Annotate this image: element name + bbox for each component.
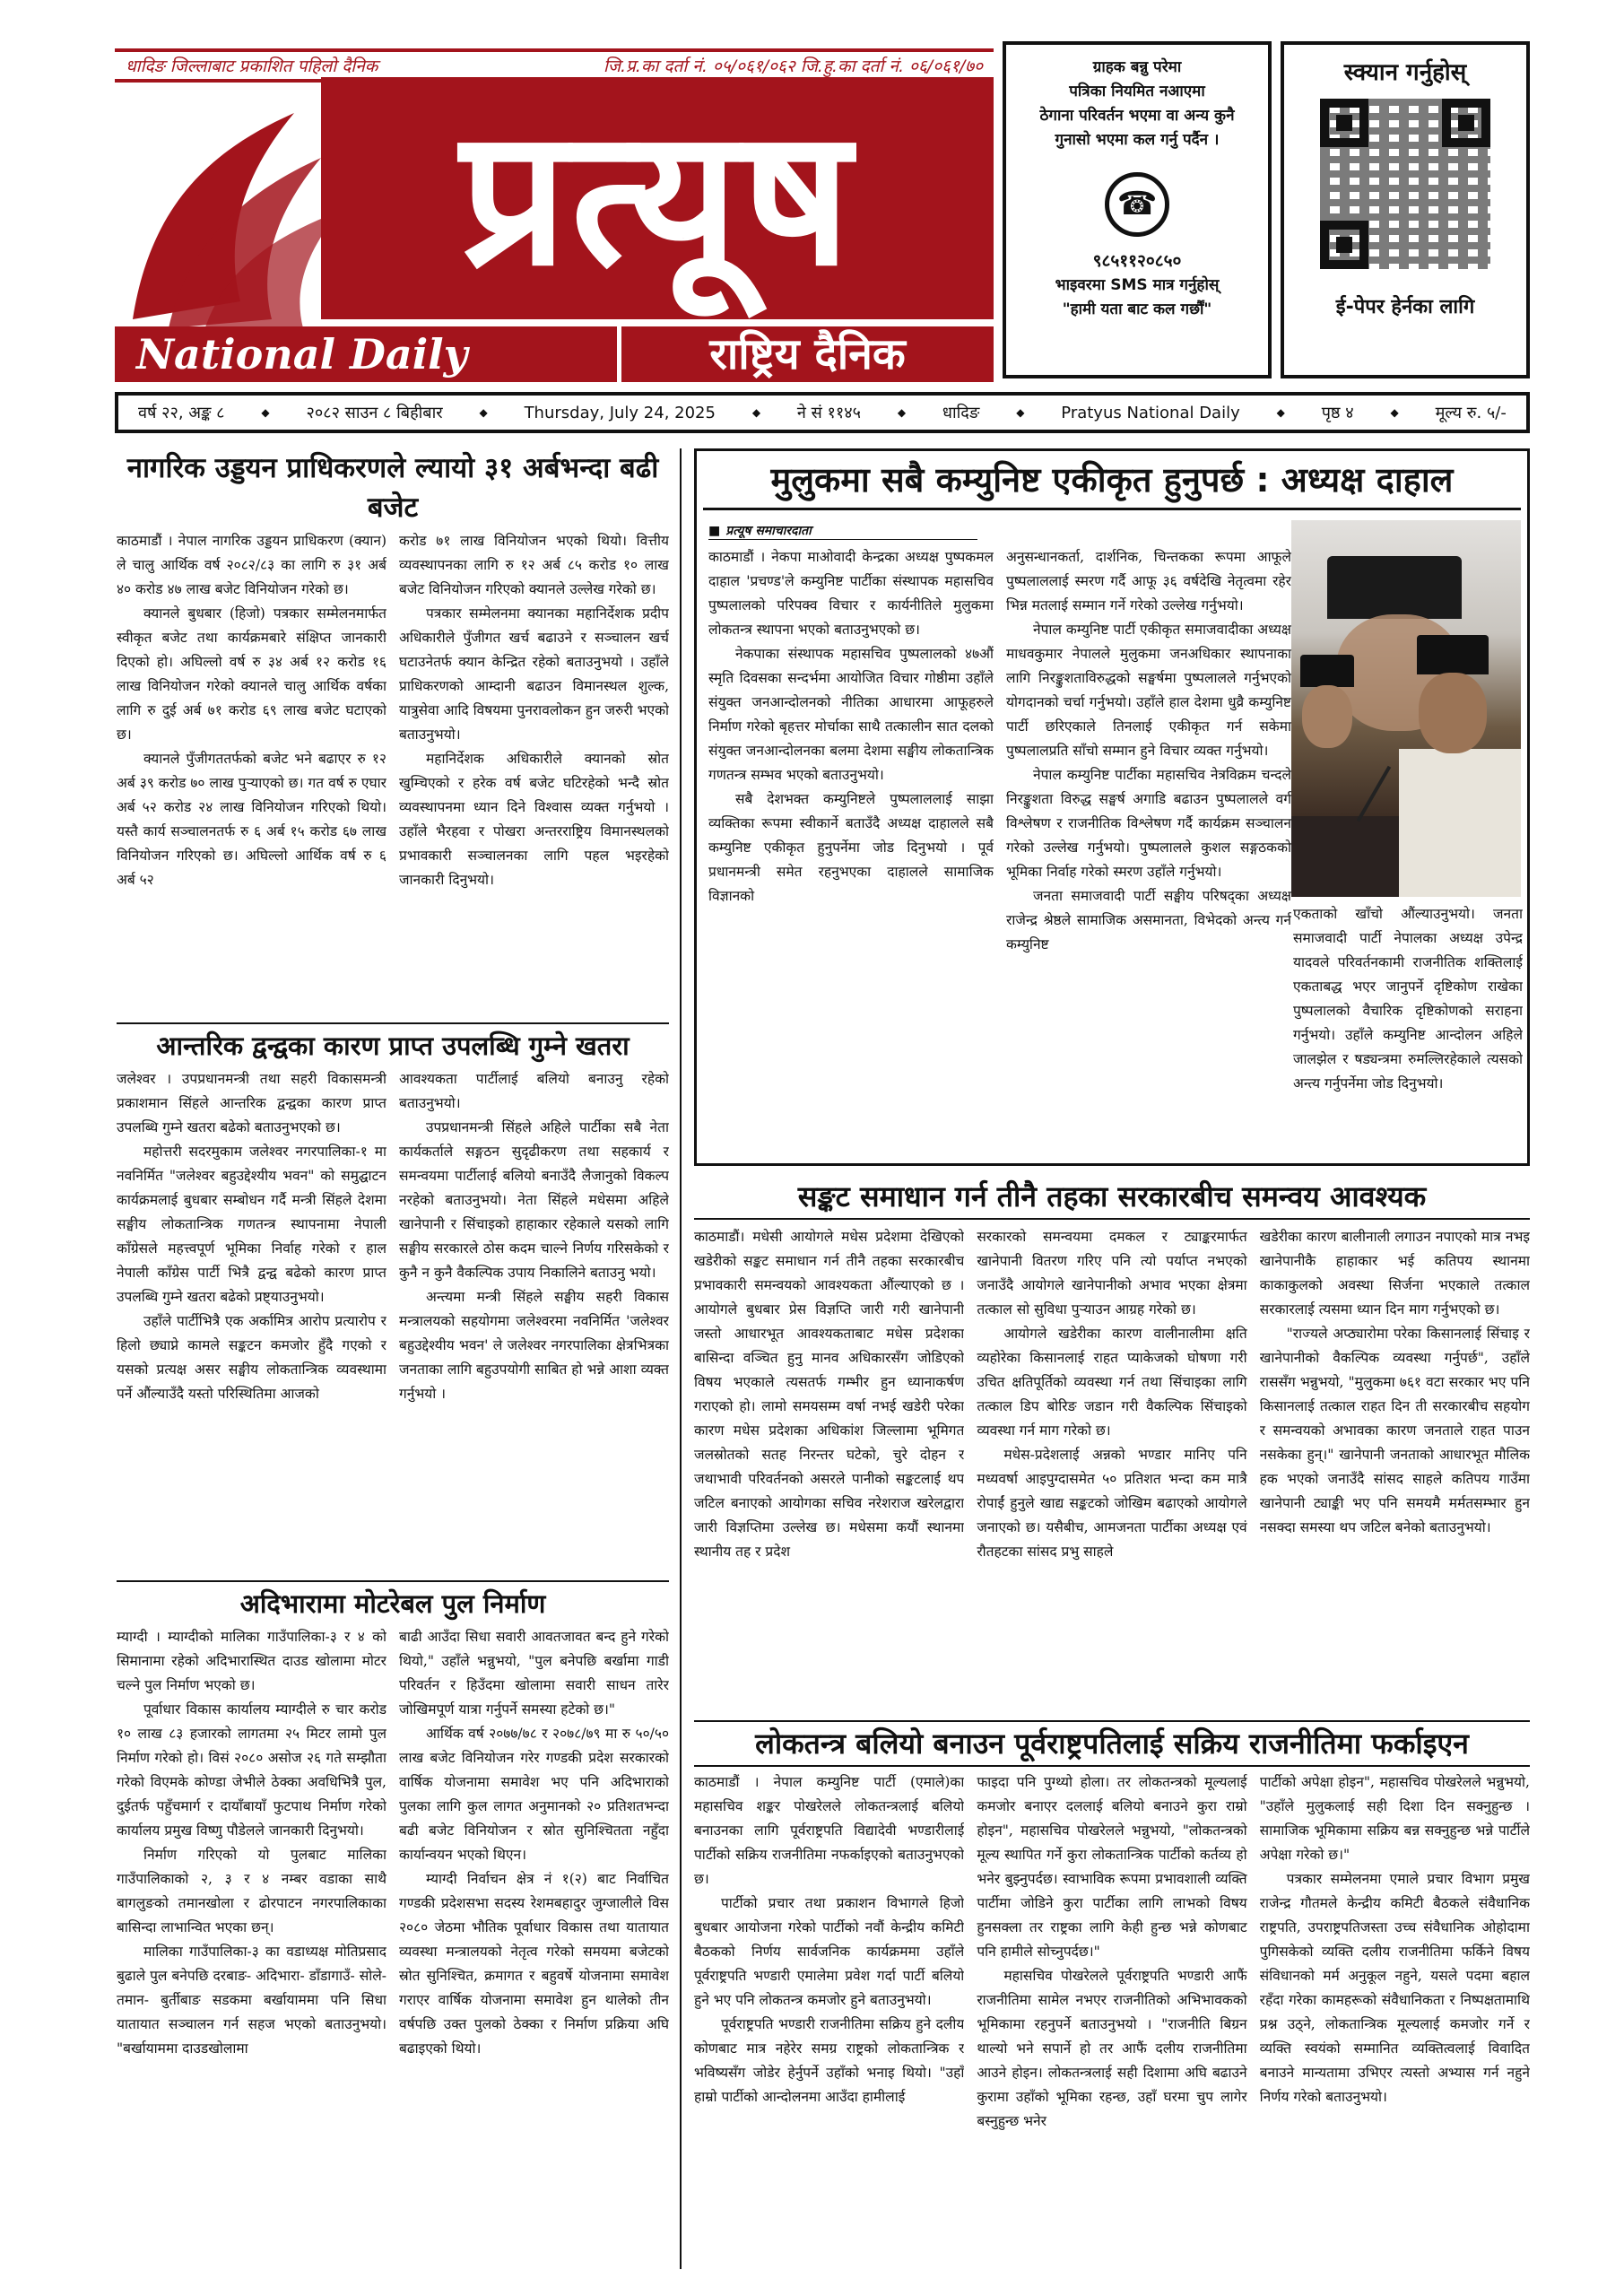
paragraph: पूर्वाधार विकास कार्यालय म्याग्दीले रु चार करोड १० लाख ८३ हजारको लागतमा २५ मिटर लामो पुल निर्माण गरेको हो। विसं २०८० असोज २६ गते सम्झौता गरेको विएमके कोण्डा जेभीले ठेक्का अवधिभित्रै पुल, दुईतर्फ पहुँचमार्ग र दायाँबायाँ फुटपाथ निर्माण गरेको कार्यालय प्रमुख विष्णु पौडेलले जानकारी दिनुभयो। xyxy=(117,1701,386,1839)
subscription-notice xyxy=(1003,41,1272,378)
notice-line: ग्राहक बन्नु परेमा xyxy=(1092,58,1182,76)
paragraph: उहाँले पार्टीभित्रै एक अर्कामित्र आरोप प्रत्यारोप र हिलो छ्याप्ने कामले सङ्कटन कमजोर हुँदै गएको र यसको प्रत्यक्ष असर सङ्घीय लोकतान्त्रिक व्यवस्थामा पर्ने औंल्याउँदै यस्तो परिस्थितिमा आजको xyxy=(117,1313,386,1402)
column-divider xyxy=(680,448,682,2269)
volume: वर्ष २२, अङ्क ८ xyxy=(138,404,225,422)
article-column xyxy=(399,1067,669,1578)
paragraph: मालिका गाउँपालिका-३ का वडाध्यक्ष मोतिप्रसाद बुढाले पुल बनेपछि दरबाङ- अदिभारा- डाँडागाउँ- सोले- तमान- बुर्तीबाङ सडकमा बर्खायाममा पनि सिधा यातायात सञ्चालन गर्न सहज भएको बताउनुभयो। "बर्खायाममा दाउडखोलामा xyxy=(117,1944,386,2057)
paragraph: आर्थिक वर्ष २०७७/७८ र २०७८/७९ मा रु ५०/५० लाख बजेट विनियोजन गरेर गण्डकी प्रदेश सरकारको वार्षिक योजनामा समावेश भए पनि अदिभाराको पुलका लागि कुल लागत अनुमानको २० प्रतिशतभन्दा बढी बजेट विनियोजन र स्रोत सुनिश्चितता नहुँदा कार्यान्वयन भएको थिएन। xyxy=(399,1726,669,1863)
article-column xyxy=(117,1067,386,1578)
date-np: २०८२ साउन ८ बिहीबार xyxy=(306,404,443,422)
paragraph: उपप्रधानमन्त्री सिंहले अहिले पार्टीका सबै नेता कार्यकर्ताले सङ्गठन सुदृढीकरण तथा सहकार्य र समन्वयमा पार्टीलाई बलियो बनाउँदै लैजानुको विकल्प नरहेको बताउनुभयो। नेता सिंहले मधेसमा अहिले खानेपानी र सिंचाइको हाहाकार रहेकाले यसको लागि सङ्घीय सरकारले ठोस कदम चाल्ने निर्णय गरिसकेको र कुनै न कुनै वैकल्पिक उपाय निकालिने बताउनु भयो। xyxy=(399,1119,669,1281)
article-column xyxy=(117,529,386,1013)
article-body xyxy=(708,545,1291,1155)
paragraph: एकताको खाँचो औंल्याउनुभयो। जनता समाजवादी पार्टी नेपालका अध्यक्ष उपेन्द्र यादवले परिवर्तनकामी राजनीतिक शक्तिलाई एकताबद्ध भएर जानुपर्ने दृष्टिकोण राखेका पुष्पलालको वैचारिक दृष्टिकोणको सराहना गर्नुभयो। उहाँले कम्युनिष्ट आन्दोलन अहिले जालझेल र षड्यन्त्रमा रुमल्लिरहेकाले त्यसको अन्त्य गर्नुपर्नेमा जोड दिनुभयो। xyxy=(1293,906,1523,1091)
paragraph: काठमाडौं। मधेसी आयोगले मधेस प्रदेशमा देखिएको खडेरीको सङ्कट समाधान गर्न तीनै तहका सरकारबीच प्रभावकारी समन्वयको आवश्यकता औंल्याएको छ । आयोगले बुधबार प्रेस विज्ञप्ति जारी गरी खानेपानी जस्तो आधारभूत आवश्यकताबाट मधेस प्रदेशका बासिन्दा वञ्चित हुनु मानव अधिकारसँग जोडिएको विषय भएकाले त्यसतर्फ गम्भीर हुन ध्यानाकर्षण गराएको हो। लामो समयसम्म वर्षा नभई खडेरी परेका कारण मधेस प्रदेशका अधिकांश जिल्लामा भूमिगत जलस्रोतको सतह निरन्तर घटेको, चुरे दोहन र जथाभावी परिवर्तनको असरले पानीको सङ्कटलाई थप जटिल बनाएको आयोगका सचिव नरेशराज खरेलद्वारा जारी विज्ञप्तिमा उल्लेख छ। मधेसमा कयौं स्थानमा स्थानीय तह र प्रदेश xyxy=(694,1229,965,1560)
masthead-title: प्रत्यूष xyxy=(321,77,994,319)
paragraph: क्यानले पुँजीगततर्फको बजेट भने बढाएर रु १२ अर्ब ३९ करोड ७० लाख पुऱ्याएको छ। गत वर्ष रु एघार अर्ब ५२ करोड २४ लाख विनियोजन गरिएको थियो। यस्तै कार्य सञ्चालनतर्फ रु ६ अर्ब १५ करोड ६७ लाख विनियोजन गरिएको छ। अघिल्लो आर्थिक वर्ष रु ६ अर्ब ५२ xyxy=(117,751,386,888)
separator-icon: ◆ xyxy=(1276,406,1285,419)
paragraph: महोत्तरी सदरमुकाम जलेश्वर नगरपालिका-१ मा नवनिर्मित "जलेश्वर बहुउद्देश्यीय भवन" को समुद्घाटन कार्यक्रमलाई बुधबार सम्बोधन गर्दै मन्त्री सिंहले देशमा सङ्घीय लोकतान्त्रिक गणतन्त्र स्थापनामा नेपाली काँग्रेसले महत्त्वपूर्ण भूमिका निर्वाह गरेको र हाल नेपाली काँग्रेस पार्टी भित्रै द्वन्द्व बढेको कारण प्राप्त उपलब्धि गुम्ने खतरा बढेको प्रष्ट्याउनुभयो। xyxy=(117,1144,386,1305)
paragraph: क्यानले बुधबार (हिजो) पत्रकार सम्मेलनमार्फत स्वीकृत बजेट तथा कार्यक्रमबारे संक्षिप्त जानकारी दिएको हो। अघिल्लो वर्ष रु ३४ अर्ब १२ करोड १६ लाख विनियोजन गरेको क्यानले चालु आर्थिक वर्षका लागि रु दुई अर्ब ७१ करोड ६९ लाख बजेट घटाएको छ। xyxy=(117,605,386,743)
paragraph: महासचिव पोखरेलले पूर्वराष्ट्रपति भण्डारी आफैं राजनीतिमा सामेल नभएर राजनीतिको अभिभावकको भूमिकामा रहनुपर्ने बताउनुभयो । "राजनीति बिग्रन थाल्यो भने सपार्ने हो तर आफैं दलीय राजनीतिमा आउने होइन। लोकतन्त्रलाई सही दिशामा अघि बढाउने कुरामा उहाँको भूमिका रहन्छ, उहाँ घरमा चुप लागेर बस्नुहुन्छ भनेर xyxy=(977,1968,1247,2129)
article-body xyxy=(694,1225,1530,1709)
dateline xyxy=(115,392,1530,433)
paragraph: नेपाल कम्युनिष्ट पार्टीका महासचिव नेत्रविक्रम चन्दले निरङ्कुशता विरुद्ध सङ्घर्ष अगाडि बढाउन पुष्पलालले वर्ग विश्लेषण र राजनीतिक विश्लेषण गर्दै कार्यक्रम सञ्चालन गरेको उल्लेख गर्नुभयो। पुष्पलालले कुशल सङ्गठकको भूमिका निर्वाह गरेको स्मरण उहाँले गर्नुभयो। xyxy=(1006,767,1291,880)
page-number: पृष्ठ ४ xyxy=(1321,404,1354,422)
paragraph: काठमाडौं । नेपाल नागरिक उड्डयन प्राधिकरण (क्यान) ले चालु आर्थिक वर्ष २०८२/८३ का लागि रु ३१ अर्ब ४० करोड ४७ लाख बजेट विनियोजन गरेको छ। xyxy=(117,533,386,597)
paragraph: नेकपाका संस्थापक महासचिव पुष्पलालको ४७औं स्मृति दिवसका सन्दर्भमा आयोजित विचार गोष्ठीमा उहाँले संयुक्त जनआन्दोलनको नीतिका आधारमा आफूहरुले निर्माण गरेको बृहत्तर मोर्चाका साथै तत्कालीन सात दलको संयुक्त जनआन्दोलनका बलमा देशमा सङ्घीय लोकतान्त्रिक गणतन्त्र सम्भव भएको बताउनुभयो। xyxy=(708,646,994,783)
paragraph: आवश्यकता पार्टीलाई बलियो बनाउनु रहेको बताउनुभयो। xyxy=(399,1071,669,1111)
notice-line: पत्रिका नियमित नआएमा xyxy=(1069,83,1205,100)
paragraph: पूर्वराष्ट्रपति भण्डारी राजनीतिमा सक्रिय हुने दलीय कोणबाट मात्र नहेरेर समग्र राष्ट्रको लोकतान्त्रिक र भविष्यसँग जोडेर हेर्नुपर्ने उहाँको भनाइ थियो। "उहाँ हाम्रो पार्टीको आन्दोलनमा आउँदा हामीलाई xyxy=(694,2016,965,2105)
paragraph: म्याग्दी । म्याग्दीको मालिका गाउँपालिका-३ र ४ को सिमानामा रहेको अदिभारास्थित दाउड खोलामा मोटर चल्ने पुल निर्माण भएको छ। xyxy=(117,1629,386,1693)
masthead xyxy=(115,41,994,382)
paragraph: महानिर्देशक अधिकारीले क्यानको स्रोत खुम्चिएको र हरेक वर्ष बजेट घटिरहेको भन्दै स्रोत व्यवस्थापनमा ध्यान दिने विश्वास व्यक्त गर्नुभयो । उहाँले भैरहवा र पोखरा अन्तरराष्ट्रिय विमानस्थलको प्रभावकारी सञ्चालनका लागि पहल भइरहेको जानकारी दिनुभयो। xyxy=(399,751,669,888)
date-en: Thursday, July 24, 2025 xyxy=(524,403,716,422)
article-body xyxy=(694,1770,1530,2273)
notice-slogan: "हामी यता बाट कल गर्छौं" xyxy=(1062,300,1212,318)
paragraph: काठमाडौं । नेपाल कम्युनिष्ट पार्टी (एमाले)का महासचिव शङ्कर पोखरेलले लोकतन्त्रलाई बलियो बनाउनका लागि पूर्वराष्ट्रपति विद्यादेवी भण्डारीलाई पार्टीको सक्रिय राजनीतिमा नफर्काइएको बताउनुभएको छ। xyxy=(694,1774,965,1887)
article-column xyxy=(399,1625,669,2271)
paragraph: पार्टीको अपेक्षा होइन", महासचिव पोखरेलले भन्नुभयो, "उहाँले मुलुकलाई सही दिशा दिन सक्नुहुन्छ । सामाजिक भूमिकामा सक्रिय बन्न सक्नुहुन्छ भन्ने पार्टीले अपेक्षा गरेको छ।" xyxy=(1259,1774,1530,1863)
article-body xyxy=(117,529,669,1013)
paragraph: काठमाडौं । नेकपा माओवादी केन्द्रका अध्यक्ष पुष्पकमल दाहाल 'प्रचण्ड'ले कम्युनिष्ट पार्टीका संस्थापक महासचिव पुष्पलालको परिपक्व विचार र कार्यनीतिले मुलुकमा लोकतन्त्र स्थापना भएको बताउनुभएको छ। xyxy=(708,549,994,638)
article-headline[interactable]: लोकतन्त्र बलियो बनाउन पूर्वराष्ट्रपतिलाई सक्रिय राजनीतिमा फर्काइएन xyxy=(694,1720,1530,1767)
registration-left: धादिङ जिल्लाबाट प्रकाशित पहिलो दैनिक xyxy=(126,57,378,76)
qr-panel xyxy=(1281,41,1530,378)
separator-icon: ◆ xyxy=(261,406,270,419)
paragraph: मधेस-प्रदेशलाई अन्नको भण्डार मानिए पनि मध्यवर्षा आइपुग्दासमेत ५० प्रतिशत भन्दा कम मात्रै रोपाईं हुनुले खाद्य सङ्कटको जोखिम बढाएको आयोगले जनाएको छ। यसैबीच, आमजनता पार्टीका अध्यक्ष एवं रौतहटका सांसद प्रभु साहले xyxy=(977,1447,1247,1560)
place: धादिङ xyxy=(942,404,980,422)
paragraph: बाढी आउँदा सिधा सवारी आवतजावत बन्द हुने गरेको थियो," उहाँले भन्नुभयो, "पुल बनेपछि बर्खामा गाडी परिवर्तन र हिउँदमा खोलामा सवारी साधन तारेर जोखिमपूर्ण यात्रा गर्नुपर्ने समस्या हटेको छ।" xyxy=(399,1629,669,1718)
lead-headline[interactable]: मुलुकमा सबै कम्युनिष्ट एकीकृत हुनुपर्छ : अध्यक्ष दाहाल xyxy=(703,456,1521,510)
lead-photo[interactable] xyxy=(1291,520,1521,897)
separator-icon: ◆ xyxy=(1016,406,1025,419)
article-headline[interactable]: नागरिक उड्डयन प्राधिकरणले ल्यायो ३१ अर्बभन्दा बढी बजेट xyxy=(126,452,659,524)
separator-icon: ◆ xyxy=(479,406,488,419)
article-column xyxy=(1006,545,1291,1155)
paragraph: पार्टीको प्रचार तथा प्रकाशन विभागले हिजो बुधबार आयोजना गरेको पार्टीको नवौं केन्द्रीय कमिटी बैठकको निर्णय सार्वजनिक कार्यक्रममा उहाँले पूर्वराष्ट्रपति भण्डारी एमालेमा प्रवेश गर्दा पार्टी बलियो हुने भए पनि लोकतन्त्र कमजोर हुने बताउनुभयो। xyxy=(694,1895,965,2008)
price: मूल्य रु. ५/- xyxy=(1435,404,1507,422)
paragraph: पत्रकार सम्मेलनमा एमाले प्रचार विभाग प्रमुख राजेन्द्र गौतमले केन्द्रीय कमिटी बैठकले संवैधानिक राष्ट्रपति, उपराष्ट्रपतिजस्ता उच्च संवैधानिक ओहोदामा पुगिसकेको व्यक्ति दलीय राजनीतिमा फर्किने विषय संविधानको मर्म अनुकूल नहुने, यसले पदमा बहाल रहँदा गरेका कामहरूको संवैधानिकता र निष्पक्षतामाथि प्रश्न उठ्ने, लोकतान्त्रिक मूल्यलाई कमजोर गर्ने र व्यक्ति स्वयंको सम्मानित व्यक्तित्वलाई विवादित बनाउने मान्यतामा उभिएर त्यस्तो अभ्यास गर्न नहुने निर्णय गरेको बताउनुभयो। xyxy=(1259,1871,1530,2105)
paragraph: फाइदा पनि पुग्थ्यो होला। तर लोकतन्त्रको मूल्यलाई कमजोर बनाएर दललाई बलियो बनाउने कुरा राम्रो होइन", महासचिव पोखरेलले भन्नुभयो, "लोकतन्त्रको मूल्य स्थापित गर्ने कुरा लोकतान्त्रिक पार्टीको कर्तव्य हो भनेर बुझ्नुपर्दछ। स्वाभाविक रूपमा प्रभावशाली व्यक्ति पार्टीमा जोडिने कुरा पार्टीका लागि लाभको विषय हुनसक्ला तर राष्ट्रका लागि केही हुन्छ भन्ने कोणबाट पनि हामीले सोच्नुपर्दछ।" xyxy=(977,1774,1247,1960)
article-column xyxy=(694,1770,964,2273)
article-body xyxy=(1293,902,1523,1155)
byline: ■ प्रत्यूष समाचारदाता xyxy=(708,522,977,540)
paragraph: करोड ७१ लाख विनियोजन भएको थियो। वित्तीय व्यवस्थापनका लागि रु १२ अर्ब ८५ करोड १० लाख बजेट विनियोजन गरिएको क्यानले उल्लेख गरेको छ। xyxy=(399,533,669,597)
notice-line: गुनासो भएमा कल गर्नु पर्दैन । xyxy=(1055,131,1220,149)
article-headline[interactable]: आन्तरिक द्वन्द्वका कारण प्राप्त उपलब्धि गुम्ने खतरा xyxy=(117,1022,669,1064)
article-column xyxy=(977,1770,1246,2273)
masthead-subtitle-np: राष्ट्रिय दैनिक xyxy=(621,326,994,382)
registration-right: जि.प्र.का दर्ता नं. ०५/०६१/०६२ जि.हु.का दर्ता नं. ०६/०६१/७० xyxy=(603,57,983,76)
paragraph: जनता समाजवादी पार्टी सङ्घीय परिषद्का अध्यक्ष राजेन्द्र श्रेष्ठले सामाजिक असमानता, विभेदको अन्त्य गर्न कम्युनिष्ट xyxy=(1006,888,1291,952)
paragraph: खडेरीका कारण बालीनाली लगाउन नपाएको मात्र नभइ खानेपानीकै हाहाकार भई कतिपय स्थानमा काकाकुलको अवस्था सिर्जना भएकाले तत्काल सरकारलाई त्यसमा ध्यान दिन माग गर्नुभएको छ। xyxy=(1259,1229,1530,1318)
separator-icon: ◆ xyxy=(1390,406,1399,419)
article-body xyxy=(117,1625,669,2271)
article-column xyxy=(1260,1225,1530,1709)
paragraph: सरकारको समन्वयमा दमकल र ट्याङ्करमार्फत खानेपानी वितरण गरिए पनि त्यो पर्याप्त नभएको जनाउँदै आयोगले खानेपानीको अभाव भएका क्षेत्रमा तत्काल सो सुविधा पुऱ्याउन आग्रह गरेको छ। xyxy=(977,1229,1247,1318)
viber-icon xyxy=(1105,172,1169,237)
separator-icon: ◆ xyxy=(897,406,907,419)
paragraph: आयोगले खडेरीका कारण वालीनालीमा क्षति व्यहोरेका किसानलाई राहत प्याकेजको घोषणा गरी उचित क्षतिपूर्तिको व्यवस्था गर्न तथा सिंचाइका लागि तत्काल डिप बोरिङ जडान गरी वैकल्पिक सिंचाइको व्यवस्था गर्न माग गरेको छ। xyxy=(977,1326,1247,1439)
article-headline[interactable]: अदिभारामा मोटरेबल पुल निर्माण xyxy=(117,1580,669,1622)
notice-sms: भाइवरमा SMS मात्र गर्नुहोस् xyxy=(1055,276,1220,294)
paragraph: नेपाल कम्युनिष्ट पार्टी एकीकृत समाजवादीका अध्यक्ष माधवकुमार नेपालले मुलुकमा जनअधिकार स्थापनाका लागि निरङ्कुशताविरुद्धको सङ्घर्षमा पुष्पलालले गर्नुभएको योगदानको चर्चा गर्नुभयो। उहाँले हाल देशमा धुव्रै कम्युनिष्ट पार्टी छरिएकाले तिनलाई एकीकृत गर्न सकेमा पुष्पलालप्रति साँचो सम्मान हुने विचार व्यक्त गर्नुभयो। xyxy=(1006,622,1291,759)
article-column xyxy=(694,1225,964,1709)
qr-code-icon[interactable] xyxy=(1320,99,1490,269)
masthead-subtitle-en: National Daily xyxy=(115,326,617,382)
article-column xyxy=(1293,902,1523,1155)
paragraph: पत्रकार सम्मेलनमा क्यानका महानिर्देशक प्रदीप अधिकारीले पुँजीगत खर्च बढाउने र सञ्चालन खर्च घटाउनेतर्फ क्यान केन्द्रित रहेको बताउनुभयो । उहाँले प्राधिकरणको आम्दानी बढाउन विमानस्थल शुल्क, यात्रुसेवा आदि विषयमा पुनरावलोकन हुन जरुरी भएको बताउनुभयो। xyxy=(399,605,669,743)
article-column xyxy=(1260,1770,1530,2273)
paper-name: Pratyus National Daily xyxy=(1061,403,1240,422)
article-column xyxy=(399,529,669,1013)
paragraph: सबै देशभक्त कम्युनिष्टले पुष्पलाललाई साझा व्यक्तिका रूपमा स्वीकार्ने बताउँदै अध्यक्ष दाहालले सबै कम्युनिष्ट एकीकृत हुनुपर्नेमा जोड दिनुभयो । पूर्व प्रधानमन्त्री समेत रहनुभएका दाहालले सामाजिक विज्ञानको xyxy=(708,791,994,904)
qr-label: ई-पेपर हेर्नका लागि xyxy=(1335,296,1475,318)
notice-line: ठेगाना परिवर्तन भएमा वा अन्य कुनै xyxy=(1039,107,1235,125)
paragraph: अनुसन्धानकर्ता, दार्शनिक, चिन्तकका रूपमा आफूले पुष्पलाललाई स्मरण गर्दै आफू ३६ वर्षदेखि नेतृत्वमा रहेर भिन्न मतलाई सम्मान गर्ने गरेको उल्लेख गर्नुभयो। xyxy=(1006,549,1291,613)
article-column xyxy=(117,1625,386,2271)
notice-phone: ९८५११२०८५० xyxy=(1092,251,1182,271)
paragraph: म्याग्दी निर्वाचन क्षेत्र नं १(२) बाट निर्वाचित गण्डकी प्रदेशसभा सदस्य रेशमबहादुर जुग्जालीले विस २०८० जेठमा भौतिक पूर्वाधार विकास तथा यातायात व्यवस्था मन्त्रालयको नेतृत्व गरेको समयमा बजेटको स्रोत सुनिश्चित, क्रमागत र बहुवर्षे योजनामा समावेश गराएर वार्षिक योजनामा समावेश हुन थालेको तीन वर्षपछि उक्त पुलको ठेक्का र निर्माण प्रक्रिया अघि बढाइएको थियो। xyxy=(399,1871,669,2057)
article-body xyxy=(117,1067,669,1578)
nepal-sambat: ने सं ११४५ xyxy=(796,404,861,422)
paragraph: "राज्यले अप्ठ्यारोमा परेका किसानलाई सिंचाइ र खानेपानीको वैकल्पिक व्यवस्था गर्नुपर्छ", उहाँले राससँग भन्नुभयो, "मुलुकमा ७६१ वटा सरकार भए पनि किसानलाई तत्काल राहत दिन ती सरकारबीच सहयोग र समन्वयको अभावका कारण जनताले राहत पाउन नसकेका हुन्।" खानेपानी जनताको आधारभूत मौलिक हक भएको जनाउँदै सांसद साहले कतिपय गाउँमा खानेपानी ट्याङ्की भए पनि समयमै मर्मतसम्भार हुन नसक्दा समस्या थप जटिल बनेको बताउनुभयो। xyxy=(1259,1326,1530,1535)
paragraph: जलेश्वर । उपप्रधानमन्त्री तथा सहरी विकासमन्त्री प्रकाशमान सिंहले आन्तरिक द्वन्द्वका कारण प्राप्त उपलब्धि गुम्ने खतरा बढेको बताउनुभएको छ। xyxy=(117,1071,386,1135)
paragraph: अन्त्यमा मन्त्री सिंहले सङ्घीय सहरी विकास मन्त्रालयको सहयोगमा जलेश्वरमा नवनिर्मित 'जलेश्वर बहुउद्देश्यीय भवन' ले जलेश्वर नगरपालिका क्षेत्रभित्रका जनताका लागि बहुउपयोगी साबित हो भन्ने आशा व्यक्त गर्नुभयो । xyxy=(399,1289,669,1402)
article-column xyxy=(977,1225,1246,1709)
article-headline[interactable]: सङ्कट समाधान गर्न तीनै तहका सरकारबीच समन्वय आवश्यक xyxy=(694,1175,1530,1220)
article-column xyxy=(708,545,994,1155)
qr-title: स्क्यान गर्नुहोस् xyxy=(1343,59,1467,86)
paragraph: निर्माण गरिएको यो पुलबाट मालिका गाउँपालिकाको २, ३ र ४ नम्बर वडाका साथै बागलुङको तमानखोला र ढोरपाटन नगरपालिकाका बासिन्दा लाभान्वित भएका छन्। xyxy=(117,1847,386,1935)
separator-icon: ◆ xyxy=(751,406,761,419)
